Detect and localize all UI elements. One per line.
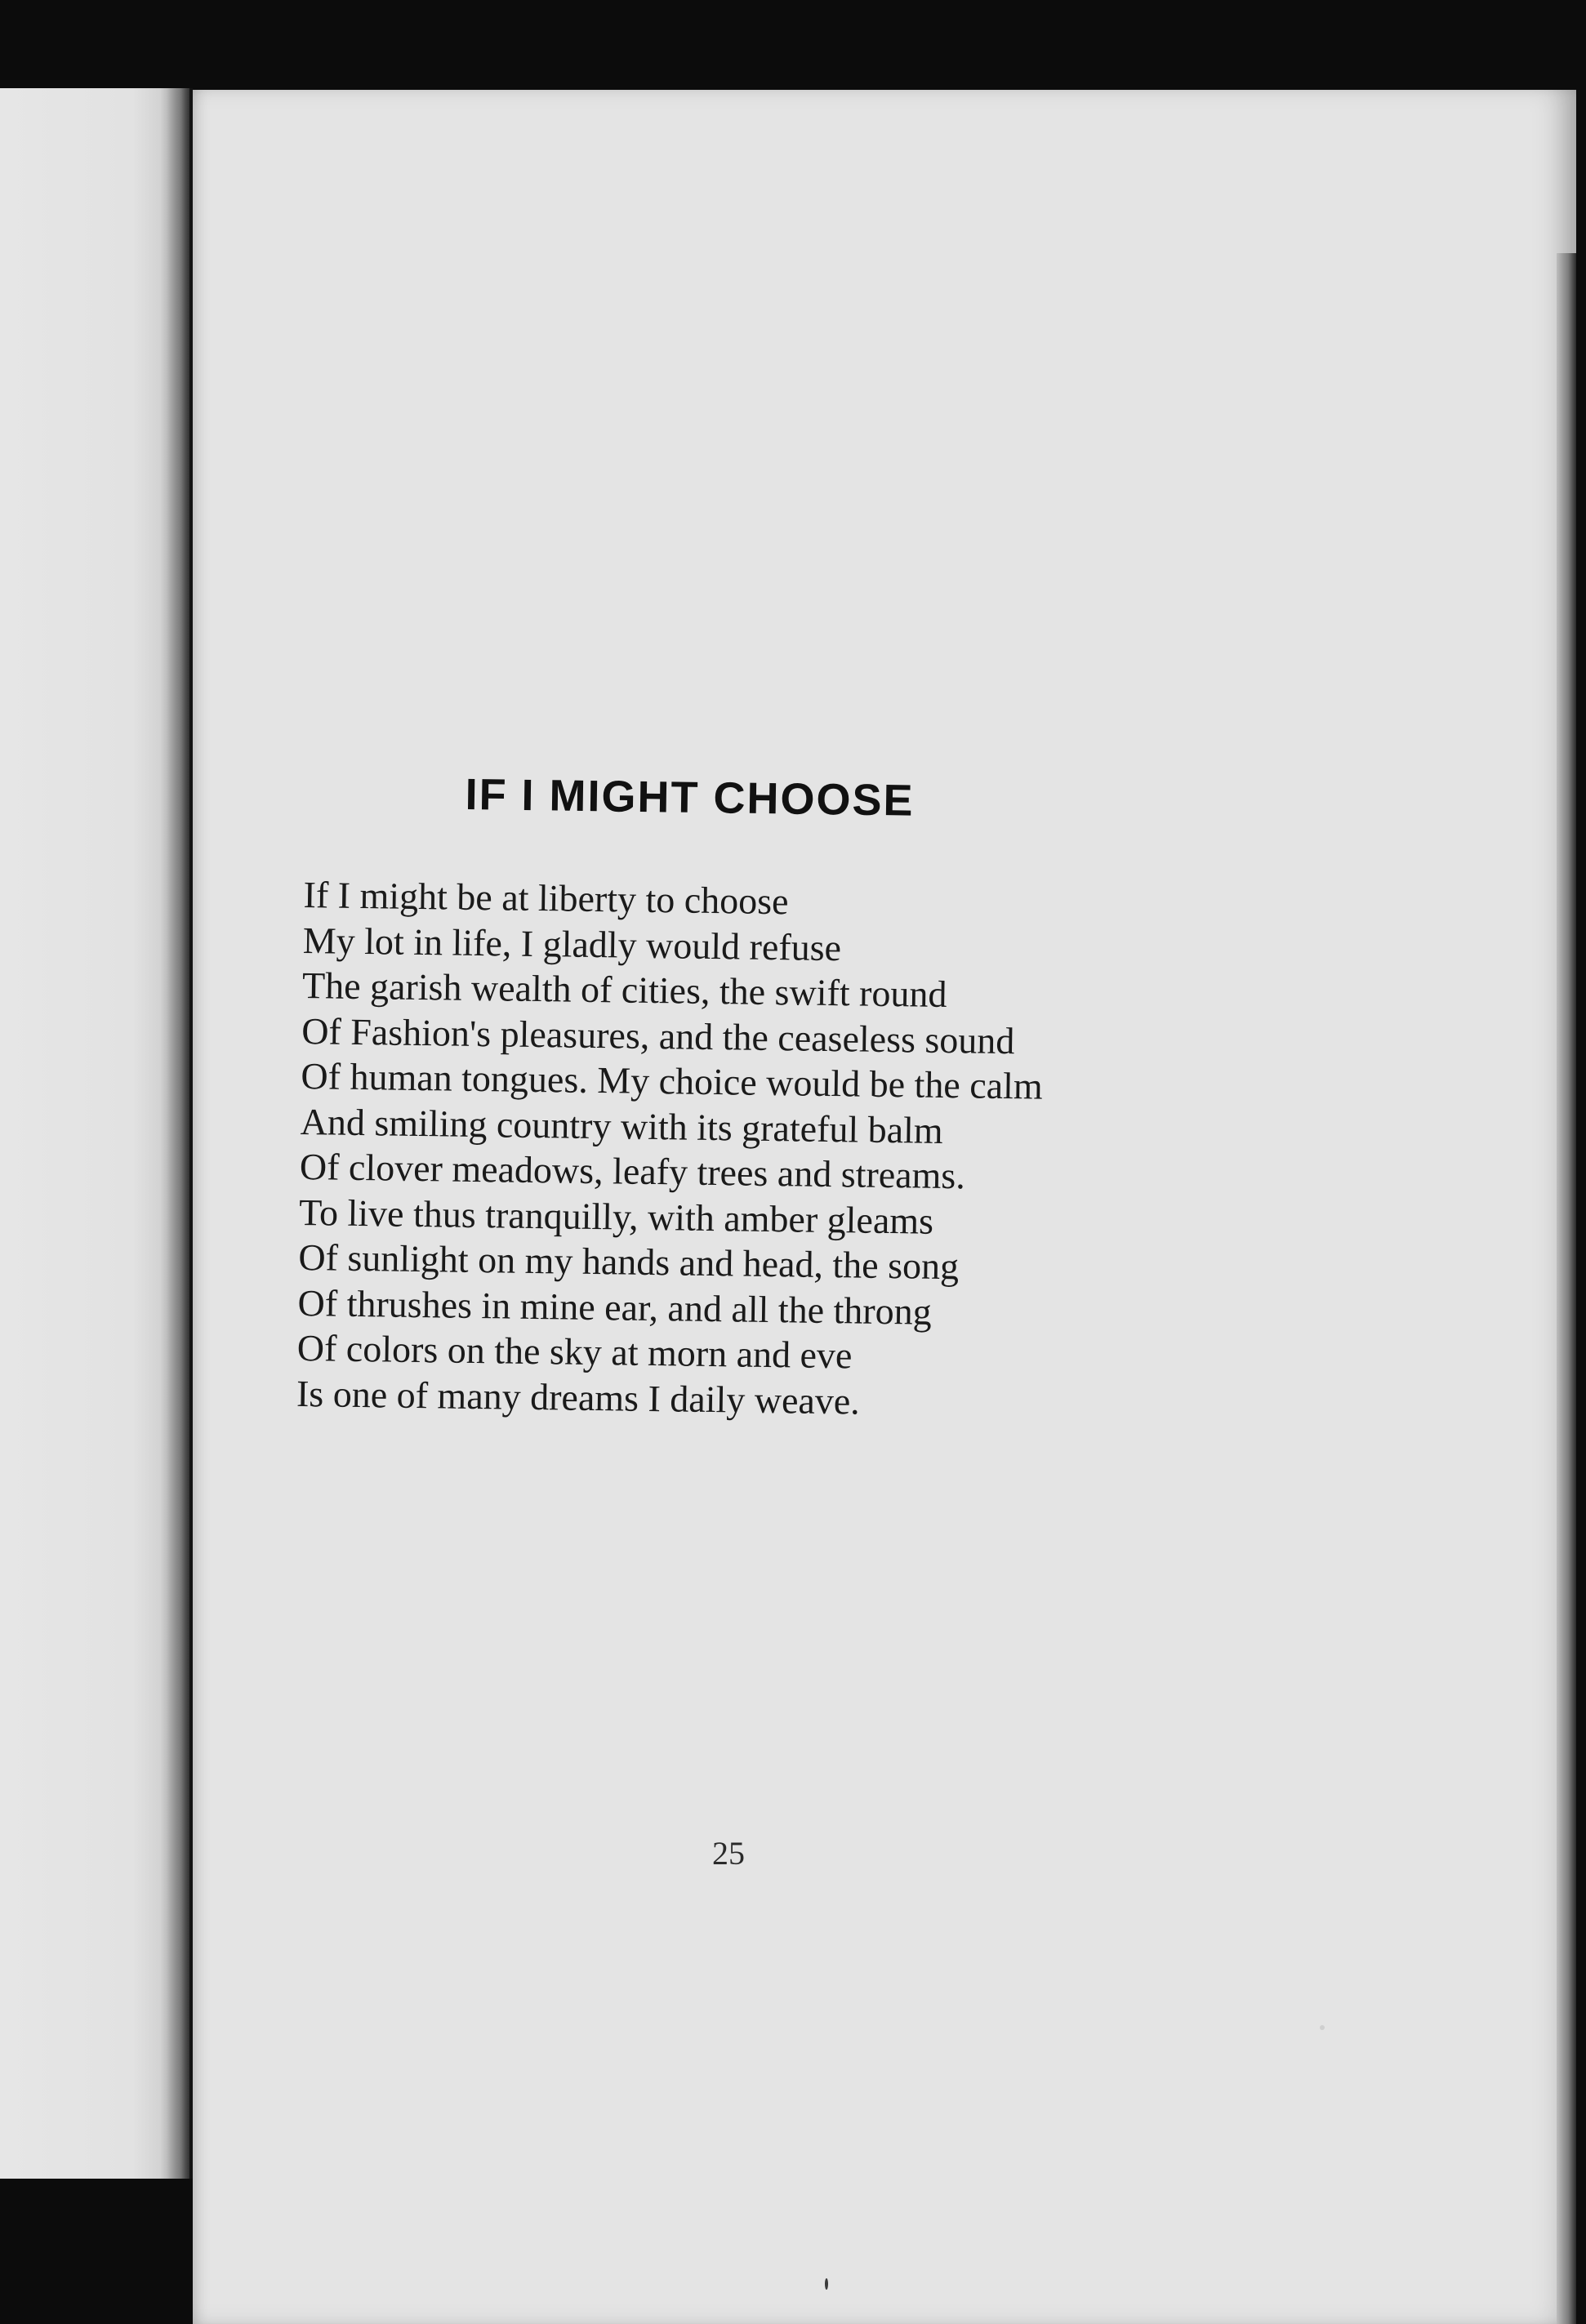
poem-body <box>296 872 1284 1430</box>
poem-line: Of human tongues. My choice would be the calm <box>301 1054 1044 1107</box>
scan-speck <box>825 2278 828 2290</box>
poem-line: Of colors on the sky at morn and eve <box>296 1326 853 1377</box>
book-gutter <box>160 88 193 2179</box>
page-number: 25 <box>712 1835 745 1872</box>
poem-line: Of Fashion's pleasures, and the ceaseless sound <box>301 1009 1015 1062</box>
scan-speck <box>1320 2025 1325 2030</box>
poem-line: If I might be at liberty to choose <box>303 873 789 923</box>
poem-line: To live thus tranquilly, with amber gleams <box>298 1191 934 1242</box>
page-edge <box>1557 253 1576 2324</box>
poem-line: My lot in life, I gladly would refuse <box>302 919 842 968</box>
poem-line: Of clover meadows, leafy trees and streams. <box>299 1145 966 1197</box>
poem-line: The garish wealth of cities, the swift round <box>301 964 947 1016</box>
poem-line: And smiling country with its grateful balm <box>300 1100 944 1151</box>
poem-line: Of thrushes in mine ear, and all the throng <box>297 1281 933 1333</box>
poem-line: Of sunlight on my hands and head, the song <box>298 1235 960 1288</box>
poem-title: IF I MIGHT CHOOSE <box>465 769 915 826</box>
poem-line: Is one of many dreams I daily weave. <box>296 1372 861 1422</box>
